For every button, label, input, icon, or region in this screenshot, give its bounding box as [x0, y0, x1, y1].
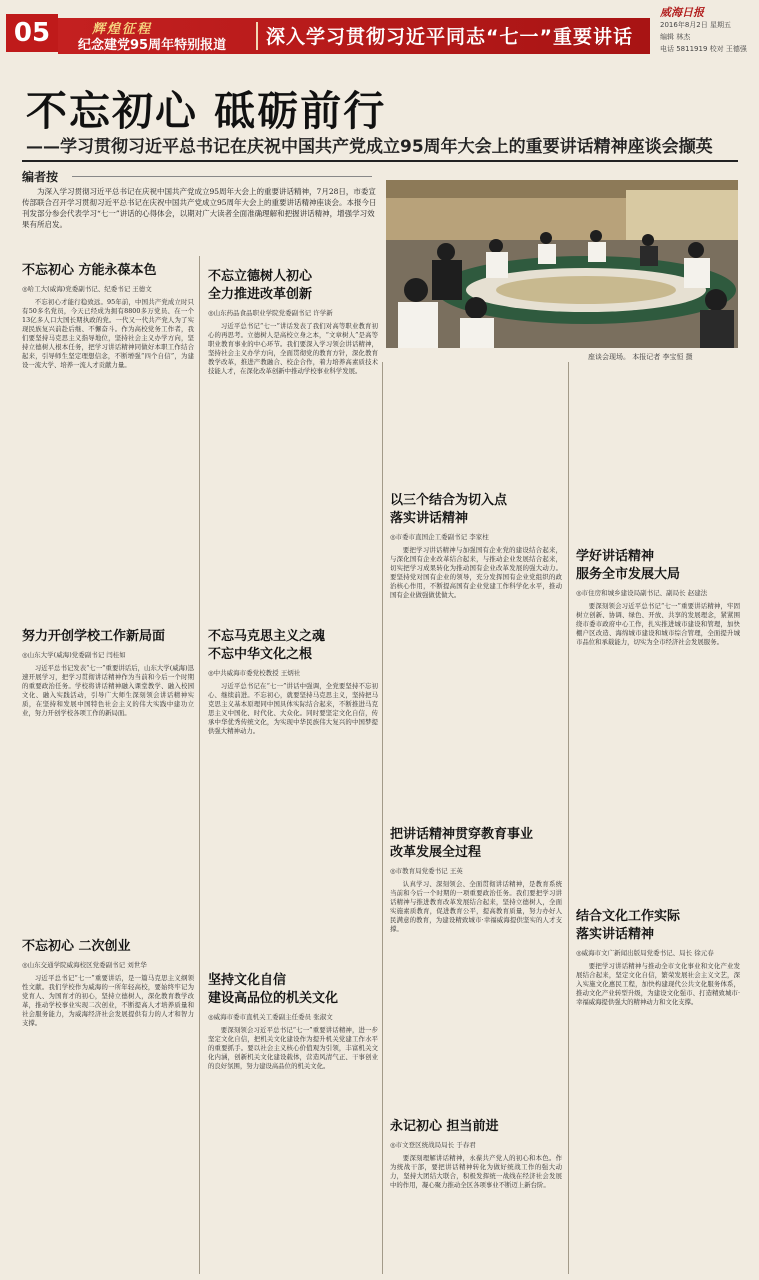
- article-9: [390, 1118, 562, 1190]
- article-title: 以三个结合为切入点 落实讲话精神: [390, 493, 508, 526]
- article-body: [208, 682, 378, 736]
- title-rule: [22, 160, 738, 162]
- article-title: 不忘初心 二次创业: [22, 939, 131, 954]
- article-6: [208, 972, 378, 1071]
- article-byline: ◎山东大学(威海)党委副书记 闫桂如: [22, 651, 126, 659]
- article-body: [576, 602, 740, 647]
- article-body: [390, 1154, 562, 1190]
- article-body: [22, 298, 194, 370]
- article-body: [390, 880, 562, 934]
- section-topic: 深入学习贯彻习近平同志“七一”重要讲话: [266, 26, 633, 48]
- article-paragraph: 习近平总书记在“七一”讲话中强调，全党要坚持不忘初心、继续前进。不忘初心，就要坚持马克思主义，坚持把马克思主义基本原理同中国具体实际结合起来，不断推进马克思主义中国化、时代化、大众化。同时要坚定文化自信，传承中华优秀传统文化，为实现中华民族伟大复兴的中国梦提供强大精神动力。: [208, 682, 378, 735]
- article-paragraph: 习近平总书记发表“七一”重要讲话后，山东大学(威海)迅速开展学习，把学习贯彻讲话精神作为当前和今后一个时期的重要政治任务。学校将讲话精神融入课堂教学、融入校园文化、融入实践活动，引导广大师生深刻领会讲话精神实质，在坚持和发展中国特色社会主义的伟大实践中建功立业，努力开创学校各项工作的新局面。: [22, 664, 194, 717]
- article-title: 不忘立德树人初心 全力推进改革创新: [208, 269, 313, 302]
- column-rule: [199, 256, 200, 1274]
- masthead-logo: 威海日报: [660, 6, 704, 19]
- article-paragraph: 要深刻领会习近平总书记“七一”重要讲话精神，牢固树立创新、协调、绿色、开放、共享的发展理念，紧紧围绕市委市政府中心工作，扎实推进城市建设和管理，加快棚户区改造、海绵城市建设和城市综合管理，全面提升城市品位和承载能力，切实为全市经济社会发展服务。: [576, 602, 740, 646]
- article-byline: ◎市住房和城乡建设局副书记、副局长 赵建法: [576, 589, 708, 597]
- article-title: 学好讲话精神 服务全市发展大局: [576, 549, 681, 582]
- article-title: 不忘马克思主义之魂 不忘中华文化之根: [208, 629, 326, 662]
- article-7: [390, 492, 562, 600]
- article-byline: ◎市委市直国企工委副书记 李家柱: [390, 533, 489, 541]
- article-body: [390, 546, 562, 600]
- article-title: 结合文化工作实际 落实讲话精神: [576, 909, 681, 942]
- special-report-label: 纪念建党95周年特别报道: [78, 38, 227, 53]
- editor-note-text: 为深入学习贯彻习近平总书记在庆祝中国共产党成立95周年大会上的重要讲话精神，7月28日，市委宣传部联合召开学习贯彻习近平总书记在庆祝中国共产党成立95周年大会上的重要讲话精神座谈会。本报今日刊发部分参会代表学习“七一”讲话的心得体会，以期对广大读者全面准确理解和把握讲话精神，增强学习效果有所启发。: [22, 187, 377, 229]
- article-paragraph: 要把学习讲话精神与加强国有企业党的建设结合起来，与深化国有企业改革结合起来，与推动企业发展结合起来，切实把学习成果转化为推动国有企业改革发展的强大动力。要坚持党对国有企业的领导，充分发挥国有企业党组织的政治核心作用，不断提高国有企业党建工作科学化水平，推动国有企业做强做优做大。: [390, 546, 562, 599]
- article-title: 不忘初心 方能永葆本色: [22, 263, 157, 278]
- meeting-photo-illustration: [386, 180, 738, 348]
- article-paragraph: 不忘初心才能行稳致远。95年前，中国共产党成立时只有50多名党员，今天已经成为拥有8800多万党员、在一个13亿多人口大国长期执政的党。一代又一代共产党人为了实现民族复兴前赴后继、不懈奋斗。作为高校党务工作者，我们要坚持马克思主义指导地位，坚持社会主义办学方向，坚持立德树人根本任务，把学习讲话精神同做好本职工作结合起来，引导师生坚定理想信念，不断增强“四个自信”，为建设一流大学、培养一流人才贡献力量。: [22, 298, 194, 369]
- issue-date: 2016年8月2日 星期五: [660, 21, 731, 29]
- article-3: [22, 938, 194, 1028]
- sub-headline: ——学习贯彻习近平总书记在庆祝中国共产党成立95周年大会上的重要讲话精神座谈会撷英: [26, 137, 713, 157]
- article-byline: ◎威海市委市直机关工委副主任委员 张淑文: [208, 1013, 333, 1021]
- main-headline: 不忘初心 砥砺前行: [26, 87, 387, 135]
- article-byline: ◎山东交通学院威海校区党委副书记 刘世华: [22, 961, 147, 969]
- article-paragraph: 习近平总书记“七一”讲话发表了我们对高等职业教育初心的再思考。立德树人是高校立身之本，“文章树人”是高等职业教育事业的中心环节。我们要深入学习领会讲话精神，坚持社会主义办学方向，全面贯彻党的教育方针，深化教育教学改革，推进产教融合、校企合作，着力培养高素质技术技能人才，在深化改革创新中推动学校事业科学发展。: [208, 322, 378, 375]
- article-title: 坚持文化自信 建设高品位的机关文化: [208, 973, 339, 1006]
- article-2: [22, 628, 194, 718]
- column-rule: [382, 362, 383, 1274]
- article-byline: ◎市教育局党委书记 王英: [390, 867, 463, 875]
- article-byline: ◎市文登区统战局局长 于春君: [390, 1141, 476, 1149]
- article-byline: ◎威海市文广新闻出版局党委书记、局长 徐元春: [576, 949, 714, 957]
- article-paragraph: 认真学习、深刻领会、全面贯彻讲话精神，是教育系统当前和今后一个时期的一项重要政治任务。我们要把学习讲话精神与推进教育改革发展结合起来，坚持立德树人，全面实施素质教育，促进教育公平，提高教育质量，努力办好人民满意的教育，为建设精致城市·幸福威海提供坚实的人才支撑。: [390, 880, 562, 933]
- editor-credit: 编辑 林杰: [660, 33, 691, 41]
- article-byline: ◎山东药品食品职业学院党委副书记 许学新: [208, 309, 333, 317]
- article-title: 努力开创学校工作新局面: [22, 629, 166, 644]
- photo-caption: 座谈会现场。 本报记者 李宝恒 摄: [588, 353, 693, 361]
- contact-credit: 电话 5811919 校对 王德强: [660, 45, 747, 53]
- column-kicker: 辉煌征程: [92, 22, 153, 37]
- page-number: 05: [6, 14, 58, 52]
- article-4: [208, 268, 378, 376]
- article-paragraph: 习近平总书记“七一”重要讲话，是一篇马克思主义纲领性文献。我们学校作为威海的一所年轻高校，要始终牢记为党育人、为国育才的初心，坚持立德树人，深化教育教学改革，推动学校事业实现二次创业，不断提高人才培养质量和社会服务能力，为威海经济社会发展提供有力的人才和智力支撑。: [22, 974, 194, 1027]
- article-5: [208, 628, 378, 736]
- article-byline: ◎哈工大(威海)党委副书记、纪委书记 王德文: [22, 285, 152, 293]
- article-title: 把讲话精神贯穿教育事业 改革发展全过程: [390, 827, 534, 860]
- article-11: [576, 908, 740, 1007]
- article-body: [208, 1026, 378, 1071]
- article-1: [22, 262, 194, 370]
- editor-note-rule: [72, 176, 372, 177]
- article-8: [390, 826, 562, 934]
- article-body: [208, 322, 378, 376]
- article-10: [576, 548, 740, 647]
- article-paragraph: 要深刻理解讲话精神，永葆共产党人的初心和本色。作为统战干部，要把讲话精神转化为做好统战工作的强大动力，坚持大团结大联合，积极发挥统一战线在经济社会发展中的作用，凝心聚力推动全区各项事业不断迈上新台阶。: [390, 1154, 562, 1189]
- article-paragraph: 要把学习讲话精神与推动全市文化事业和文化产业发展结合起来，坚定文化自信，繁荣发展社会主义文艺，深入实施文化惠民工程，加快构建现代公共文化服务体系，推动文化产业转型升级，为建设文化强市、打造精致城市·幸福威海提供强大的精神动力和文化支撑。: [576, 962, 740, 1006]
- column-rule: [568, 362, 569, 1274]
- meeting-photo: [386, 180, 738, 348]
- article-body: [576, 962, 740, 1007]
- header-divider: [256, 22, 258, 50]
- article-paragraph: 要深刻领会习近平总书记“七一”重要讲话精神，进一步坚定文化自信，把机关文化建设作为提升机关党建工作水平的重要抓手。要以社会主义核心价值观为引领，丰富机关文化内涵，创新机关文化建设载体，营造风清气正、干事创业的良好氛围，努力建设高品位的机关文化。: [208, 1026, 378, 1070]
- editor-note-label: 编者按: [22, 170, 59, 184]
- article-title: 永记初心 担当前进: [390, 1119, 499, 1134]
- article-byline: ◎中共威海市委党校教授 王炳社: [208, 669, 301, 677]
- article-body: [22, 664, 194, 718]
- article-body: [22, 974, 194, 1028]
